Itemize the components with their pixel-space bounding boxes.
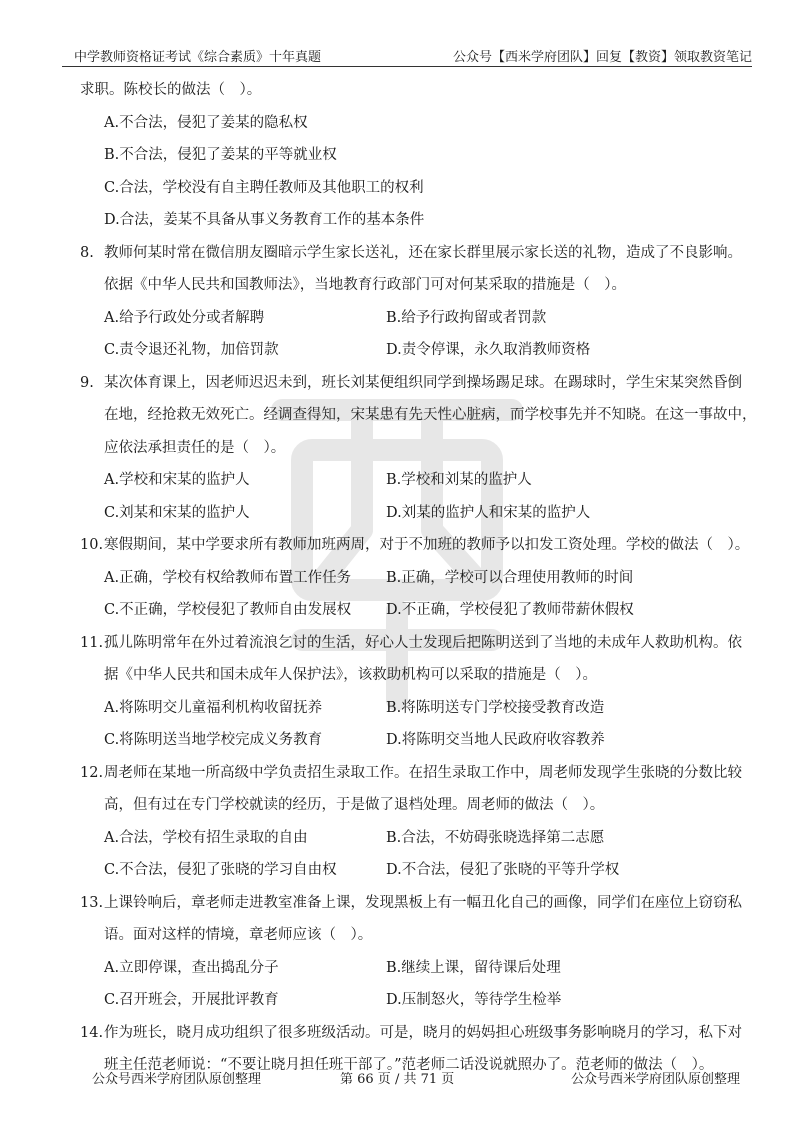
q13-option-c: C.召开班会，开展批评教育: [104, 992, 279, 1008]
q8-options-row-1: [80, 302, 750, 335]
question-11-line-2: 据《中华人民共和国未成年人保护法》，该救助机构可以采取的措施是（ ）。: [104, 667, 597, 683]
question-14-line-2: 班主任范老师说：“不要让晓月担任班干部了。”范老师二话没说就照办了。范老师的做法（ ）。: [104, 1057, 714, 1073]
q12-option-b: B.合法，不妨碍张晓选择第二志愿: [386, 829, 605, 846]
question-13-text-1: 上课铃响后，章老师走进教室准备上课，发现黑板上有一幅丑化自己的画像，同学们在座位上窃窃私: [104, 894, 742, 911]
q12-option-a: A.合法，学校有招生录取的自由: [104, 829, 308, 846]
q13-options-row-1: [80, 952, 750, 985]
question-13-line-2: 语。面对这样的情境，章老师应该（ ）。: [104, 927, 373, 943]
q9-option-d: D.刘某的监护人和宋某的监护人: [386, 504, 591, 521]
question-12-number: 12.: [80, 764, 104, 781]
q10-option-b: B.正确，学校可以合理使用教师的时间: [386, 569, 634, 586]
question-7-tail: 求职。陈校长的做法（ ）。: [80, 82, 262, 98]
q11-option-c: C.将陈明送当地学校完成义务教育: [104, 732, 323, 748]
q8-option-d: D.责令停课，永久取消教师资格: [386, 342, 591, 358]
question-12-line-2: 高，但有过在专门学校就读的经历，于是做了退档处理。周老师的做法（ ）。: [104, 797, 605, 813]
q12-option-d: D.不合法，侵犯了张晓的平等升学权: [386, 862, 620, 878]
question-13-number: 13.: [80, 894, 104, 911]
header-right-text: 公众号【西米学府团队】回复【教资】领取教资笔记: [452, 50, 752, 65]
page-content: [80, 74, 757, 1082]
question-11-text-1: 孤儿陈明常年在外过着流浪乞讨的生活，好心人士发现后把陈明送到了当地的未成年人救助机构。依: [104, 634, 742, 651]
page-footer: [80, 1068, 740, 1090]
q7-option-d: D.合法，姜某不具备从事义务教育工作的基本条件: [104, 212, 425, 228]
question-9-text-1: 某次体育课上，因老师迟迟未到，班长刘某便组织同学到操场踢足球。在踢球时，学生宋某突然昏倒: [104, 374, 742, 391]
question-13-line-1: [80, 887, 750, 920]
q10-option-a: A.正确，学校有权给教师布置工作任务: [104, 569, 352, 586]
q11-option-d: D.将陈明交当地人民政府收容教养: [386, 732, 605, 748]
question-9-line-1: [80, 367, 750, 400]
question-9-line-3: 应依法承担责任的是（ ）。: [104, 439, 286, 456]
question-14-number: 14.: [80, 1024, 104, 1041]
question-11-line-1: [80, 627, 750, 660]
header-left-text: 中学教师资格证考试《综合素质》十年真题: [74, 50, 322, 65]
q12-options-row-2: [80, 854, 750, 887]
q11-options-row-1: [80, 692, 750, 725]
q12-options-row-1: [80, 822, 750, 855]
page-header: [62, 44, 752, 67]
q10-option-d: D.不正确，学校侵犯了教师带薪休假权: [386, 602, 634, 618]
question-11-number: 11.: [80, 634, 104, 651]
q7-option-b: B.不合法，侵犯了姜某的平等就业权: [104, 147, 337, 163]
q7-option-a: A.不合法，侵犯了姜某的隐私权: [104, 114, 308, 131]
question-14-line-1: [80, 1017, 750, 1050]
q9-option-c: C.刘某和宋某的监护人: [104, 504, 250, 521]
question-8-number: 8.: [80, 244, 94, 261]
q13-option-a: A.立即停课，查出捣乱分子: [104, 959, 279, 976]
q7-option-c: C.合法，学校没有自主聘任教师及其他职工的权利: [104, 179, 424, 196]
q13-option-d: D.压制怒火，等待学生检举: [386, 992, 562, 1008]
question-9-number: 9.: [80, 374, 94, 391]
footer-left-text: 公众号西米学府团队原创整理: [92, 1072, 262, 1087]
q12-option-c: C.不合法，侵犯了张晓的学习自由权: [104, 862, 337, 878]
question-8-line-2: 依据《中华人民共和国教师法》，当地教育行政部门可对何某采取的措施是（ ）。: [104, 277, 626, 293]
q9-option-b: B.学校和刘某的监护人: [386, 472, 532, 488]
q8-option-a: A.给予行政处分或者解聘: [104, 309, 265, 326]
q8-option-b: B.给予行政拘留或者罚款: [386, 309, 547, 326]
question-10-text-1: 寒假期间，某中学要求所有教师加班两周，对于不加班的教师予以扣发工资处理。学校的做法（ ）。: [104, 537, 750, 553]
question-14-text-1: 作为班长，晓月成功组织了很多班级活动。可是，晓月的妈妈担心班级事务影响晓月的学习，私下对: [104, 1024, 742, 1041]
question-8-line-1: [80, 237, 750, 270]
q13-option-b: B.继续上课，留待课后处理: [386, 959, 561, 976]
page-number: 第 66 页 / 共 71 页: [340, 1072, 455, 1087]
q10-option-c: C.不正确，学校侵犯了教师自由发展权: [104, 602, 352, 618]
q8-option-c: C.责令退还礼物，加倍罚款: [104, 342, 279, 358]
q10-options-row-2: [80, 594, 750, 627]
q8-options-row-2: [80, 334, 750, 367]
q13-options-row-2: [80, 984, 750, 1017]
question-12-text-1: 周老师在某地一所高级中学负责招生录取工作。在招生录取工作中，周老师发现学生张晓的分数比较: [104, 764, 742, 781]
question-9-line-2: 在地，经抢救无效死亡。经调查得知，宋某患有先天性心脏病，而学校事先并不知晓。在这一事故中，: [104, 407, 757, 423]
question-8-text-1: 教师何某时常在微信朋友圈暗示学生家长送礼，还在家长群里展示家长送的礼物，造成了不良影响。: [104, 244, 742, 261]
footer-right-text: 公众号西米学府团队原创整理: [570, 1072, 740, 1087]
question-10-line-1: [80, 529, 750, 562]
q11-option-b: B.将陈明送专门学校接受教育改造: [386, 699, 605, 716]
question-10-number: 10.: [80, 537, 104, 553]
q10-options-row-1: [80, 562, 750, 595]
q9-options-row-1: [80, 464, 750, 497]
q9-options-row-2: [80, 497, 750, 530]
q11-option-a: A.将陈明交儿童福利机构收留抚养: [104, 699, 323, 716]
question-12-line-1: [80, 757, 750, 790]
q9-option-a: A.学校和宋某的监护人: [104, 472, 250, 488]
q11-options-row-2: [80, 724, 750, 757]
